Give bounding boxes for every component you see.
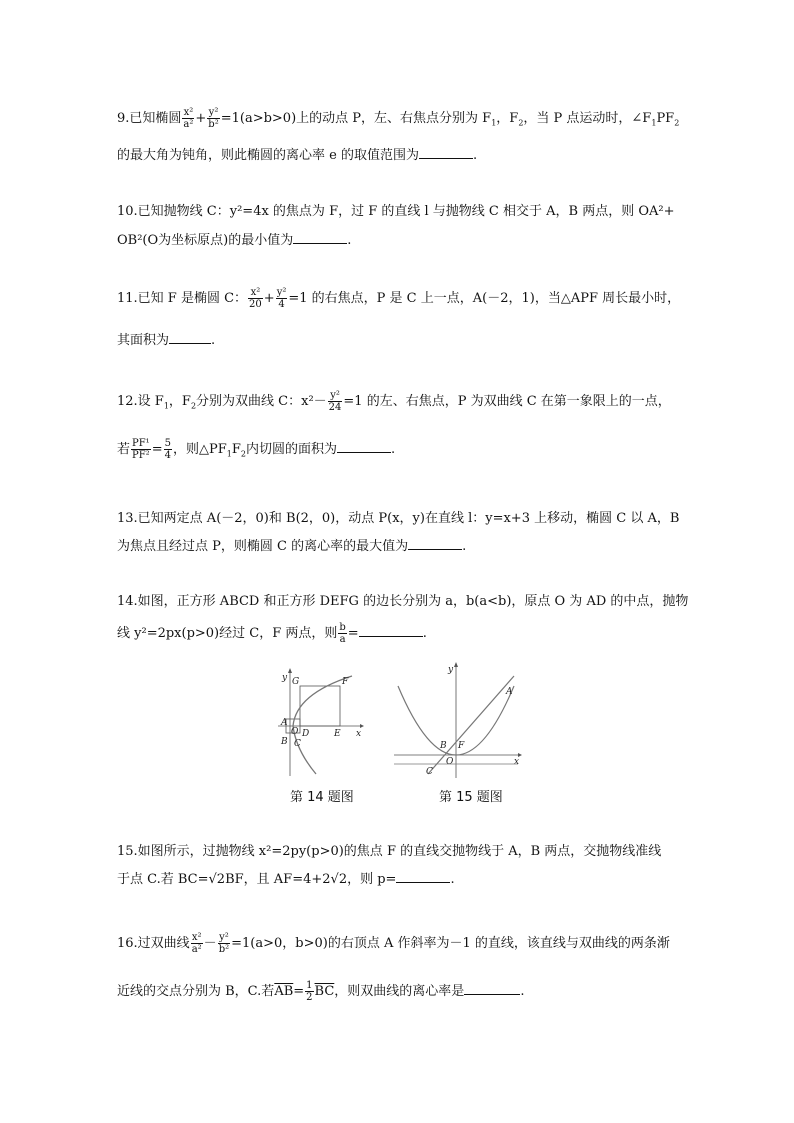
focal-line	[428, 676, 514, 774]
label-B: B	[281, 737, 288, 747]
label-C: C	[294, 739, 301, 749]
label-D: D	[302, 729, 310, 739]
answer-blank[interactable]	[359, 624, 423, 637]
label-A: A	[281, 718, 288, 728]
caption-fig14: 第 14 题图	[290, 790, 354, 805]
fraction: $\frac{1}{2}$	[306, 980, 313, 1003]
fraction: $\frac{\text{x²}}{\text{a²}}$	[183, 107, 194, 130]
fraction: $\frac{5}{4}$	[164, 438, 171, 461]
label-E: E	[334, 729, 341, 739]
label-y: y	[448, 665, 454, 675]
fraction: $\frac{\text{PF¹}}{\text{PF²}}$	[132, 438, 150, 461]
parabola-curve	[293, 676, 352, 774]
figure-15	[392, 660, 524, 780]
answer-blank[interactable]	[169, 331, 211, 344]
q13-line2: 为焦点且经过点 P，则椭圆 C 的离心率的最大值为 .	[117, 539, 467, 554]
q11-line2: 其面积为 .	[117, 333, 216, 348]
square-defg	[300, 686, 340, 726]
label-C: C	[426, 767, 433, 777]
q9-line1: 9.已知椭圆 $\frac{\text{x²}}{\text{a²}}$ + $\frac{\text{y²}}{\text{b²}}$ =1(a>b>0)上的动点 P，左、右焦点分别为 $F_1$，$F_2$，当 P 点运动时，$\angle F_1PF_2$	[117, 107, 680, 130]
q10-line2: OB²(O为坐标原点)的最小值为 .	[117, 233, 352, 248]
fraction: $\frac{\text{y²}}{24}$	[328, 390, 342, 413]
fraction: $\frac{\text{y²}}{4}$	[276, 287, 287, 310]
q15-line2: 于点 C.若 BC=√2BF，且 AF=4+2√2，则 p= .	[117, 872, 455, 887]
label-G: G	[292, 677, 300, 687]
q11-line1: 11.已知 F 是椭圆 C： $\frac{\text{x²}}{20}$ + $\frac{\text{y²}}{4}$ =1 的右焦点，P 是 C 上一点，A(－2，1)，当△APF 周长最小时，	[117, 287, 681, 310]
vector-ab: $\overline{AB}$	[274, 984, 294, 999]
answer-blank[interactable]	[337, 440, 391, 453]
answer-blank[interactable]	[408, 537, 462, 550]
fraction: $\frac{\text{y²}}{\text{b²}}$	[208, 107, 219, 130]
label-F: F	[342, 677, 349, 687]
answer-blank[interactable]	[464, 982, 520, 995]
label-x: x	[514, 757, 520, 767]
q14-line1: 14.如图，正方形 ABCD 和正方形 DEFG 的边长分别为 a，b(a<b)，原点 O 为 AD 的中点，抛物	[117, 594, 689, 609]
answer-blank[interactable]	[396, 870, 450, 883]
figure-14	[276, 664, 368, 780]
fraction: $\frac{\text{x²}}{\text{a²}}$	[191, 932, 202, 955]
q15-line1: 15.如图所示，过抛物线 x²=2py(p>0)的焦点 F 的直线交抛物线于 A，B 两点，交抛物线准线	[117, 844, 662, 859]
q13-line1: 13.已知两定点 A(－2，0)和 B(2，0)，动点 P(x，y)在直线 l：y=x+3 上移动，椭圆 C 以 A，B	[117, 511, 680, 526]
answer-blank[interactable]	[419, 146, 473, 159]
q16-line1: 16.过双曲线 $\frac{\text{x²}}{\text{a²}}$ － $\frac{\text{y²}}{\text{b²}}$ =1(a>0，b>0)的右顶点 A 作斜率为－1 的直线，该直线与双曲线的两条渐	[117, 932, 670, 955]
caption-fig15: 第 15 题图	[439, 790, 503, 805]
fraction: $\frac{b}{a}$	[339, 622, 346, 645]
label-O: O	[446, 757, 454, 767]
label-F: F	[458, 741, 465, 751]
label-x: x	[356, 729, 362, 739]
label-A: A	[506, 687, 513, 697]
q16-line2: 近线的交点分别为 B，C.若$\overline{AB}=$ $\frac{1}{2}$ $\overline{BC}$，则双曲线的离心率是 .	[117, 980, 525, 1003]
label-O: O	[291, 727, 299, 737]
fraction: $\frac{\text{x²}}{20}$	[249, 287, 262, 310]
label-y: y	[282, 673, 288, 683]
answer-blank[interactable]	[293, 231, 347, 244]
q10-line1: 10.已知抛物线 C：y²=4x 的焦点为 F，过 F 的直线 l 与抛物线 C 相交于 A，B 两点，则 OA²+	[117, 204, 675, 219]
q14-line2: 线 y²=2px(p>0)经过 C，F 两点，则 $\frac{b}{a}$ = .	[117, 622, 427, 645]
q12-line1: 12.设 $F_1$，$F_2$分别为双曲线 C：x²－ $\frac{\text{y²}}{24}$ =1 的左、右焦点，P 为双曲线 C 在第一象限上的一点，	[117, 390, 671, 413]
q12-line2: 若 $\frac{\text{PF¹}}{\text{PF²}}$ = $\frac{5}{4}$ ，则$\triangle PF_1F_2$内切圆的面积为 .	[117, 438, 396, 461]
q9-line2: 的最大角为钝角，则此椭圆的离心率 e 的取值范围为 .	[117, 148, 478, 163]
label-B: B	[440, 741, 447, 751]
fraction: $\frac{\text{y²}}{\text{b²}}$	[218, 932, 230, 955]
vector-bc: $\overline{BC}$	[314, 984, 335, 999]
